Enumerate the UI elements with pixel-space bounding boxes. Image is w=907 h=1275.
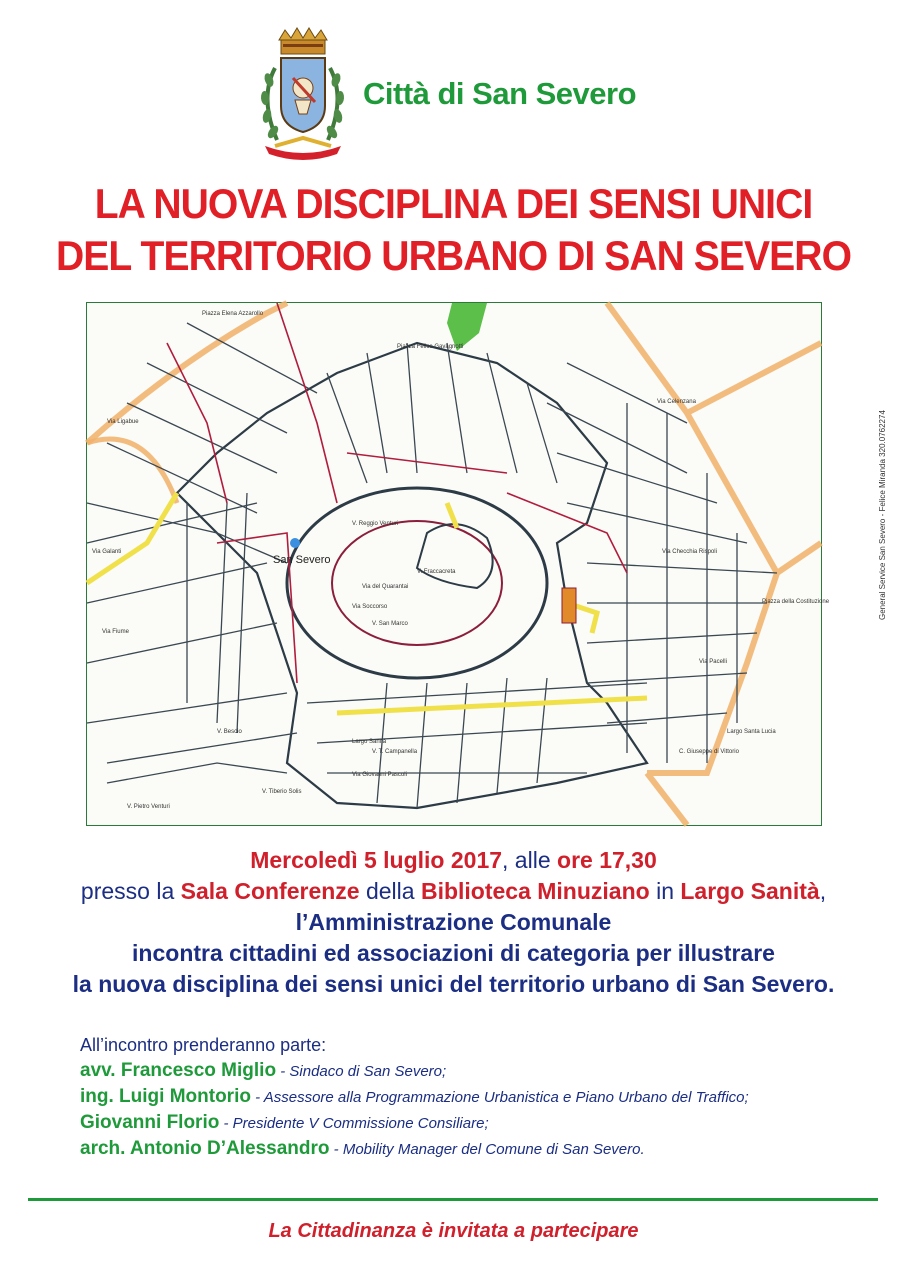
event-text: in [649, 878, 681, 904]
street-label: Largo Sanità [352, 739, 387, 745]
speaker-item [80, 1058, 880, 1084]
event-text: della [359, 878, 421, 904]
historic-center-ring [287, 488, 547, 678]
street-label: C. Giuseppe di Vittorio [679, 749, 739, 755]
event-details [0, 845, 907, 1000]
event-sep: , alle [502, 847, 558, 873]
event-library: Biblioteca Minuziano [420, 878, 650, 904]
event-line-1 [0, 845, 907, 876]
event-line-5: la nuova disciplina dei sensi unici del territorio urbano di San Severo. [72, 971, 835, 997]
speaker-role: - Mobility Manager del Comune di San Severo. [329, 1141, 645, 1158]
street-label: Via Ligabue [107, 419, 139, 425]
street-label: Via Giovanni Pascoli [352, 772, 407, 778]
street-label: V. Fraccacreta [417, 569, 456, 575]
event-line-4: incontra cittadini ed associazioni di categoria per illustrare [132, 940, 775, 966]
speaker-item [80, 1136, 880, 1162]
speaker-role: - Sindaco di San Severo; [276, 1063, 447, 1080]
street-label: Largo Santa Lucia [727, 729, 776, 735]
page-title [32, 178, 876, 282]
speaker-item [80, 1084, 880, 1110]
event-venue: Sala Conferenze [180, 878, 360, 904]
print-credit [878, 410, 894, 620]
street-label: V. San Marco [372, 621, 408, 627]
event-place: Largo Sanità [680, 878, 820, 904]
coat-of-arms-icon [255, 28, 350, 163]
speaker-name: avv. Francesco Miglio [80, 1060, 277, 1081]
street-map [86, 302, 830, 826]
event-line-2 [0, 876, 907, 907]
street-label: Via Checchia Rispoli [662, 549, 717, 555]
footer-invite: La Cittadinanza è invitata a partecipare [268, 1220, 639, 1242]
speaker-name: Giovanni Florio [80, 1112, 220, 1133]
speaker-item [80, 1110, 880, 1136]
header [255, 28, 675, 163]
street-label: Piazza Elena Azzarollo [202, 311, 264, 317]
ring-road [87, 303, 821, 825]
divider [28, 1198, 878, 1201]
speakers-intro: All’incontro prenderanno parte: [80, 1035, 327, 1055]
street-label: Piazza della Costituzione [762, 599, 830, 605]
title-line-2: DEL TERRITORIO URBANO DI SAN SEVERO [55, 232, 852, 279]
event-date: Mercoledì 5 luglio 2017 [250, 847, 503, 873]
street-label: Via Fiume [102, 629, 129, 635]
street-label: Via Pacelli [699, 659, 727, 665]
event-text: presso la [80, 878, 181, 904]
street-label: V. Tiberio Solis [262, 789, 302, 795]
street-label: Via del Quarantai [362, 584, 409, 590]
event-text: , [819, 878, 827, 904]
map-place-label: San Severo [273, 554, 331, 566]
street-label: Via Soccorso [352, 604, 388, 610]
street-label: Via Celenzana [657, 399, 696, 405]
speaker-name: arch. Antonio D’Alessandro [80, 1138, 330, 1159]
event-line-3: l’Amministrazione Comunale [295, 909, 612, 935]
city-name: Città di San Severo [363, 76, 637, 111]
street-map-drawing [87, 303, 830, 825]
street-label: V. Reggio Venturi [352, 521, 399, 527]
speaker-role: - Assessore alla Programmazione Urbanistica e Piano Urbano del Traffico; [250, 1089, 749, 1106]
street-label: Piazza Felice Gavagnotti [397, 344, 464, 350]
street-label: Via Galanti [92, 549, 122, 555]
street-label: V. Pietro Venturi [127, 804, 170, 810]
title-line-1: LA NUOVA DISCIPLINA DEI SENSI UNICI [94, 180, 813, 227]
street-label: V. T. Campanella [372, 749, 418, 755]
street-label: V. Bescio [217, 729, 242, 735]
speaker-name: ing. Luigi Montorio [80, 1086, 251, 1107]
print-credit-text: General Service San Severo - Felice Miranda 320.0762274 [878, 410, 887, 620]
event-time: ore 17,30 [557, 847, 657, 873]
speaker-role: - Presidente V Commissione Consiliare; [219, 1115, 489, 1132]
speakers-list [80, 1033, 880, 1162]
